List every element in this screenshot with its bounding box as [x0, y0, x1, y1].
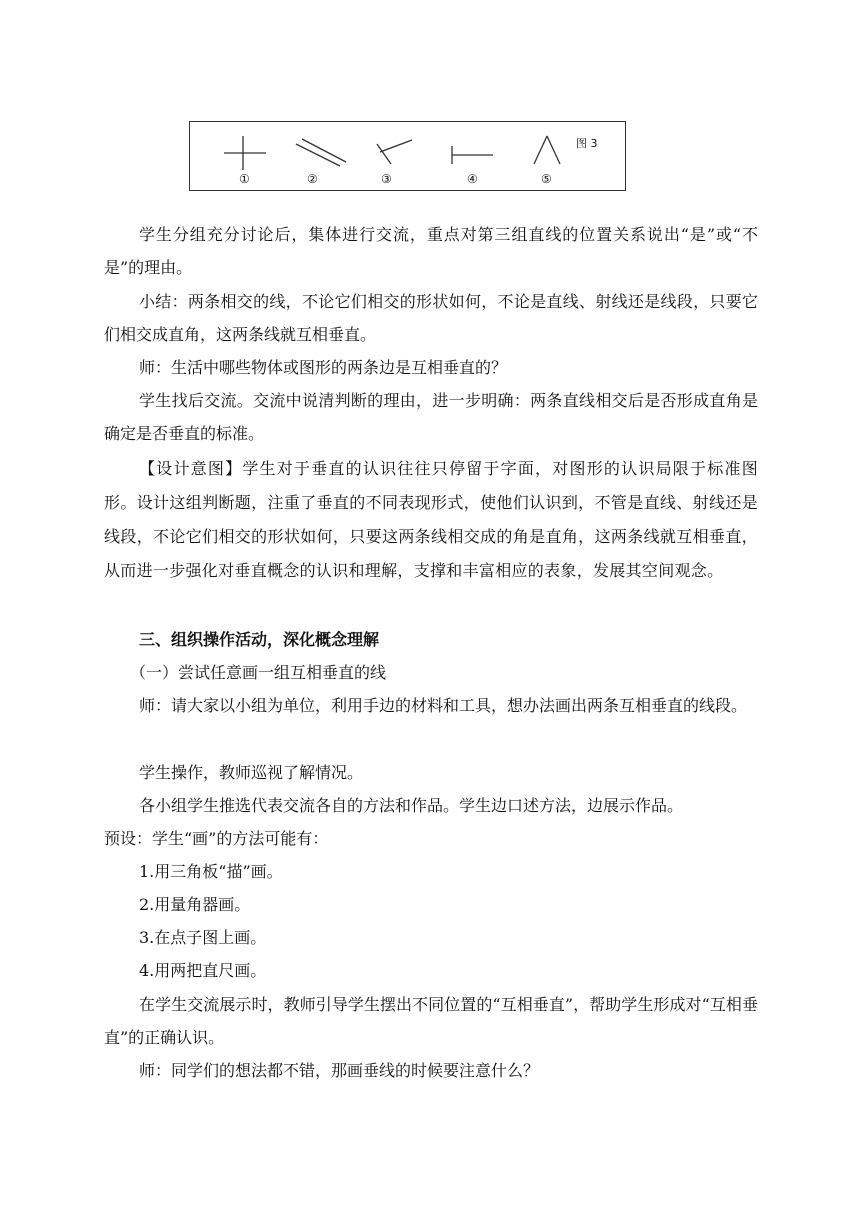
paragraph-summary: 小结：两条相交的线，不论它们相交的形状如何，不论是直线、射线还是线段，只要它们相交成直角，这两条线就互相垂直。	[104, 292, 758, 344]
paragraph-preset: 预设：学生“画”的方法可能有：	[104, 829, 329, 848]
figure-3-drawing	[190, 122, 627, 192]
figure-item-label-5: ⑤	[541, 172, 552, 186]
paragraph-teacher-instruction: 师：请大家以小组为单位，利用手边的材料和工具，想办法画出两条互相垂直的线段。	[139, 696, 748, 715]
figure-item-label-1: ①	[239, 172, 250, 186]
paragraph-student-operate: 学生操作，教师巡视了解情况。	[139, 763, 364, 782]
figure-caption: 图 3	[576, 137, 598, 150]
paragraph-teacher-question: 师：生活中哪些物体或图形的两条边是互相垂直的？	[139, 358, 508, 377]
paragraph-student-exchange: 学生找后交流。交流中说清判断的理由，进一步明确：两条直线相交后是否形成直角是确定是否垂直的标准。	[104, 391, 758, 443]
paragraph-teacher-guide: 在学生交流展示时，教师引导学生摆出不同位置的“互相垂直”，帮助学生形成对“互相垂直”的正确认识。	[104, 995, 758, 1047]
subheading: （一）尝试任意画一组互相垂直的线	[130, 663, 387, 682]
paragraph-discussion: 学生分组充分讨论后，集体进行交流，重点对第三组直线的位置关系说出“是”或“不是”的理由。	[104, 225, 758, 277]
paragraph-design-intent: 【设计意图】学生对于垂直的认识往往只停留于字面，对图形的认识局限于标准图形。设计这组判断题，注重了垂直的不同表现形式，使他们认识到，不管是直线、射线还是线段，不论它们相交的形状如何，只要这两条线相交成的角是直角，这两条线就互相垂直，从而进一步强化对垂直概念的认识和理解，支撑和丰富相应的表象，发展其空间观念。	[104, 459, 758, 580]
section-heading: 三、组织操作活动，深化概念理解	[139, 630, 380, 649]
figure-item-label-4: ④	[467, 172, 478, 186]
shape-5-left	[534, 136, 547, 164]
figure-3-box	[189, 121, 626, 191]
paragraph-teacher-closing: 师：同学们的想法都不错，那画垂线的时候要注意什么？	[139, 1061, 540, 1080]
method-item: 2.用量角器画。	[139, 895, 251, 914]
figure-item-label-3: ③	[381, 172, 392, 186]
shape-5-right	[547, 136, 560, 164]
method-item: 4.用两把直尺画。	[139, 961, 267, 980]
shape-3-line-a	[380, 140, 412, 152]
method-item: 3.在点子图上画。	[139, 928, 267, 947]
paragraph-group-share: 各小组学生推选代表交流各自的方法和作品。学生边口述方法，边展示作品。	[139, 796, 684, 815]
figure-item-label-2: ②	[307, 172, 318, 186]
method-item: 1.用三角板“描”画。	[139, 862, 283, 881]
shape-3-line-b	[377, 144, 391, 164]
